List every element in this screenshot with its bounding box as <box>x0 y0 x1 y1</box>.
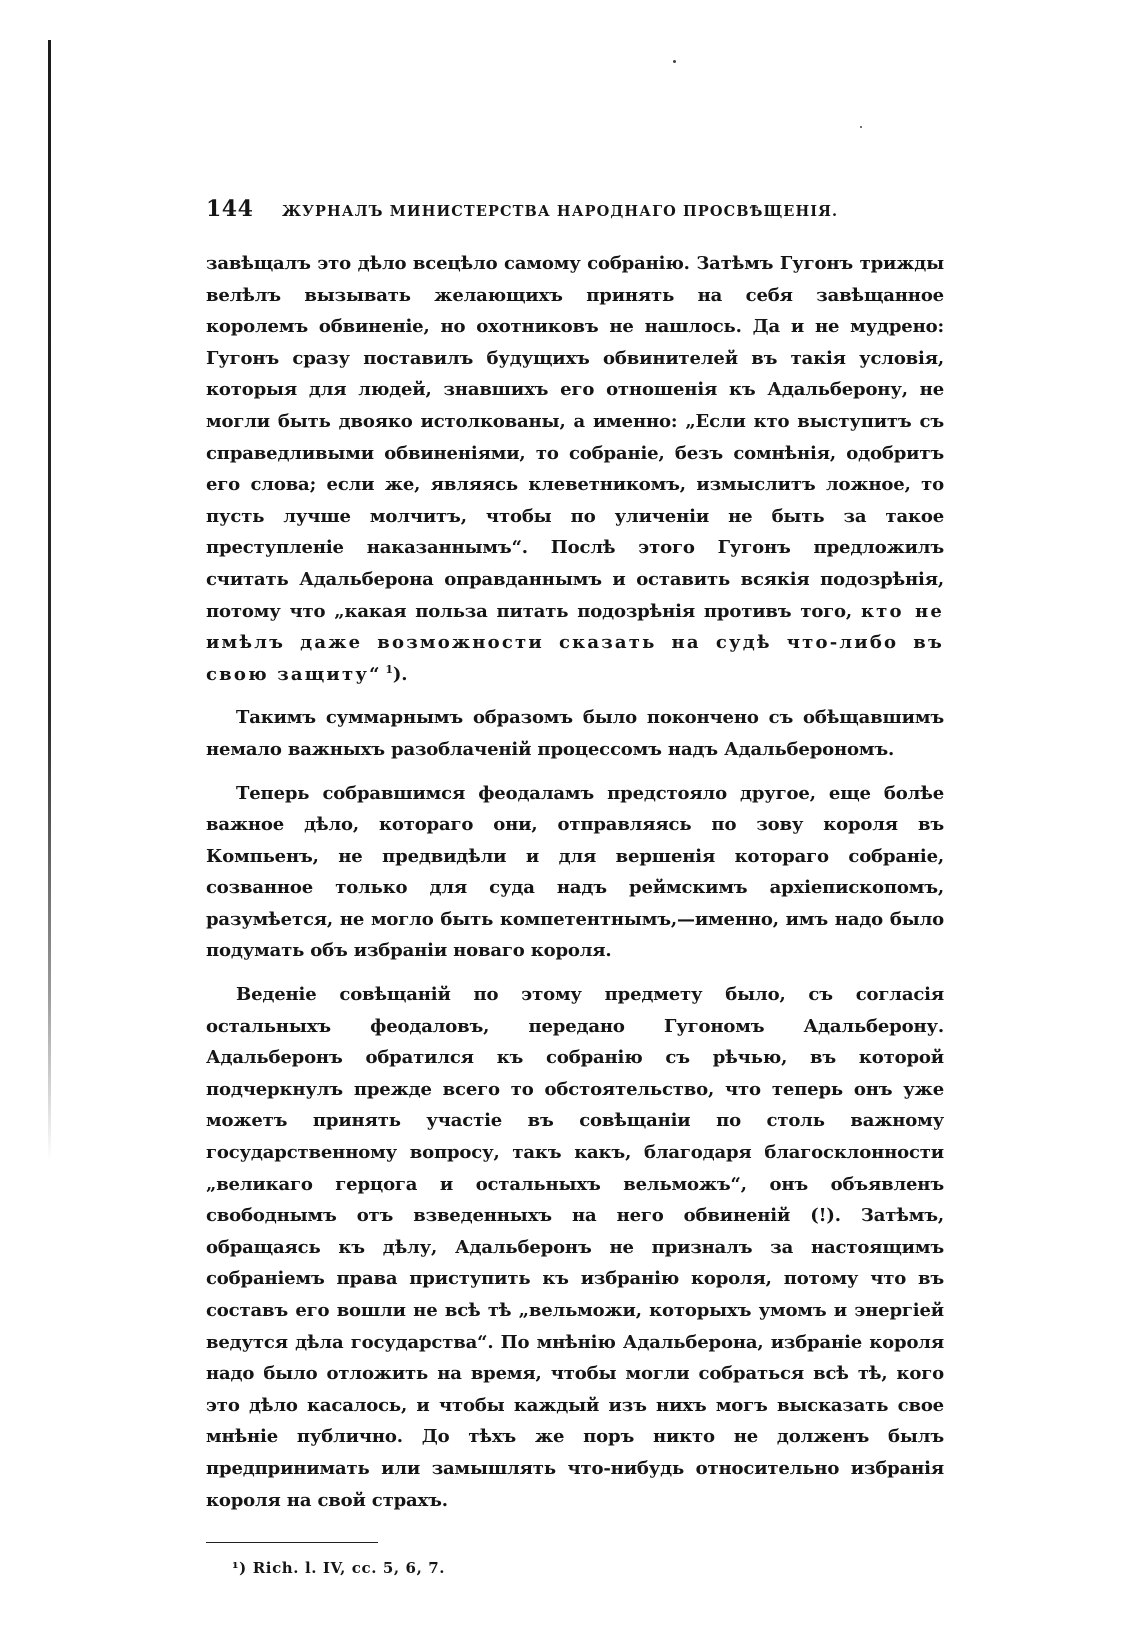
closing-quote: “ <box>369 663 380 685</box>
page-number: 144 <box>206 196 254 222</box>
paragraph: Теперь собравшимся феодаламъ предстояло другое, еще болѣе важное дѣло, котораго они, отправляясь по зову короля въ Компьенъ, не предвидѣли и для вершенія котораго собраніе, созванное только для суда надъ реймскимъ архіепископомъ, разумѣется, не могло быть компетентнымъ,—именно, имъ надо было подумать объ избраніи новаго короля. <box>206 782 944 962</box>
footnote <box>232 1559 944 1577</box>
footnote-divider <box>206 1542 378 1543</box>
journal-title: ЖУРНАЛЪ МИНИСТЕРСТВА НАРОДНАГО ПРОСВѢЩЕНІЯ. <box>282 203 839 220</box>
body-text <box>206 248 944 1516</box>
paragraph <box>206 248 944 690</box>
book-page <box>206 196 944 1577</box>
footnote-marker: ¹) <box>232 1559 247 1578</box>
paragraph: Такимъ суммарнымъ образомъ было покончено съ обѣщавшимъ немало важныхъ разоблаченій процессомъ надъ Адальберономъ. <box>206 707 944 760</box>
paragraph: Веденіе совѣщаній по этому предмету было, съ согласія остальныхъ феодаловъ, передано Гугономъ Адальберону. Адальберонъ обратился къ собранію съ рѣчью, въ которой подчеркнулъ прежде всего то обстоятельство, что теперь онъ уже можетъ принять участіе въ совѣщаніи по столь важному государственному вопросу, такъ какъ, благодаря благосклонности „великаго герцога и остальныхъ вельможъ“, онъ объявленъ свободнымъ отъ взведенныхъ на него обвиненій (!). Затѣмъ, обращаясь къ дѣлу, Адальберонъ не призналъ за настоящимъ собраніемъ права приступить къ избранію короля, потому что въ составъ его вошли не всѣ тѣ „вельможи, которыхъ умомъ и энергіей ведутся дѣла государства“. По мнѣнію Адальберона, избраніе короля надо было отложить на время, чтобы могли собраться всѣ тѣ, кого это дѣло касалось, и чтобы каждый изъ нихъ могъ высказать свое мнѣніе публично. До тѣхъ же поръ никто не долженъ былъ предпринимать или замышлять что-нибудь относительно избранія короля на свой страхъ. <box>206 984 944 1511</box>
scan-speck <box>673 60 676 63</box>
paragraph-text: завѣщалъ это дѣло всецѣло самому собранію. Затѣмъ Гугонъ трижды велѣлъ вызывать желающихъ принять на себя завѣщанное королемъ обвиненіе, но охотниковъ не нашлось. Да и не мудрено: Гугонъ сразу поставилъ будущихъ обвинителей въ такія условія, которыя для людей, знавшихъ его отношенія къ Адальберону, не могли быть двояко истолкованы, а именно: „Если кто выступитъ съ справедливыми обвиненіями, то собраніе, безъ сомнѣнія, одобритъ его слова; если же, являясь клеветникомъ, измыслитъ ложное, то пусть лучше молчитъ, чтобы по уличеніи не быть за такое преступленіе наказаннымъ“. Послѣ этого Гугонъ предложилъ считать Адальберона оправданнымъ и оставить всякія подозрѣнія, потому что „какая польза питать подозрѣнія противъ того, <box>206 253 944 622</box>
footnote-text: Rich. l. IV, cc. 5, 6, 7. <box>252 1559 446 1578</box>
scan-speck <box>860 126 862 128</box>
paragraph-end: ). <box>392 663 408 685</box>
spaced-quote: кто не имѣлъ даже возможности сказать на судѣ что-либо въ свою защиту <box>206 600 944 685</box>
footnote-reference: 1 <box>385 662 393 676</box>
scan-edge-line <box>48 40 51 1160</box>
running-head <box>206 196 944 228</box>
